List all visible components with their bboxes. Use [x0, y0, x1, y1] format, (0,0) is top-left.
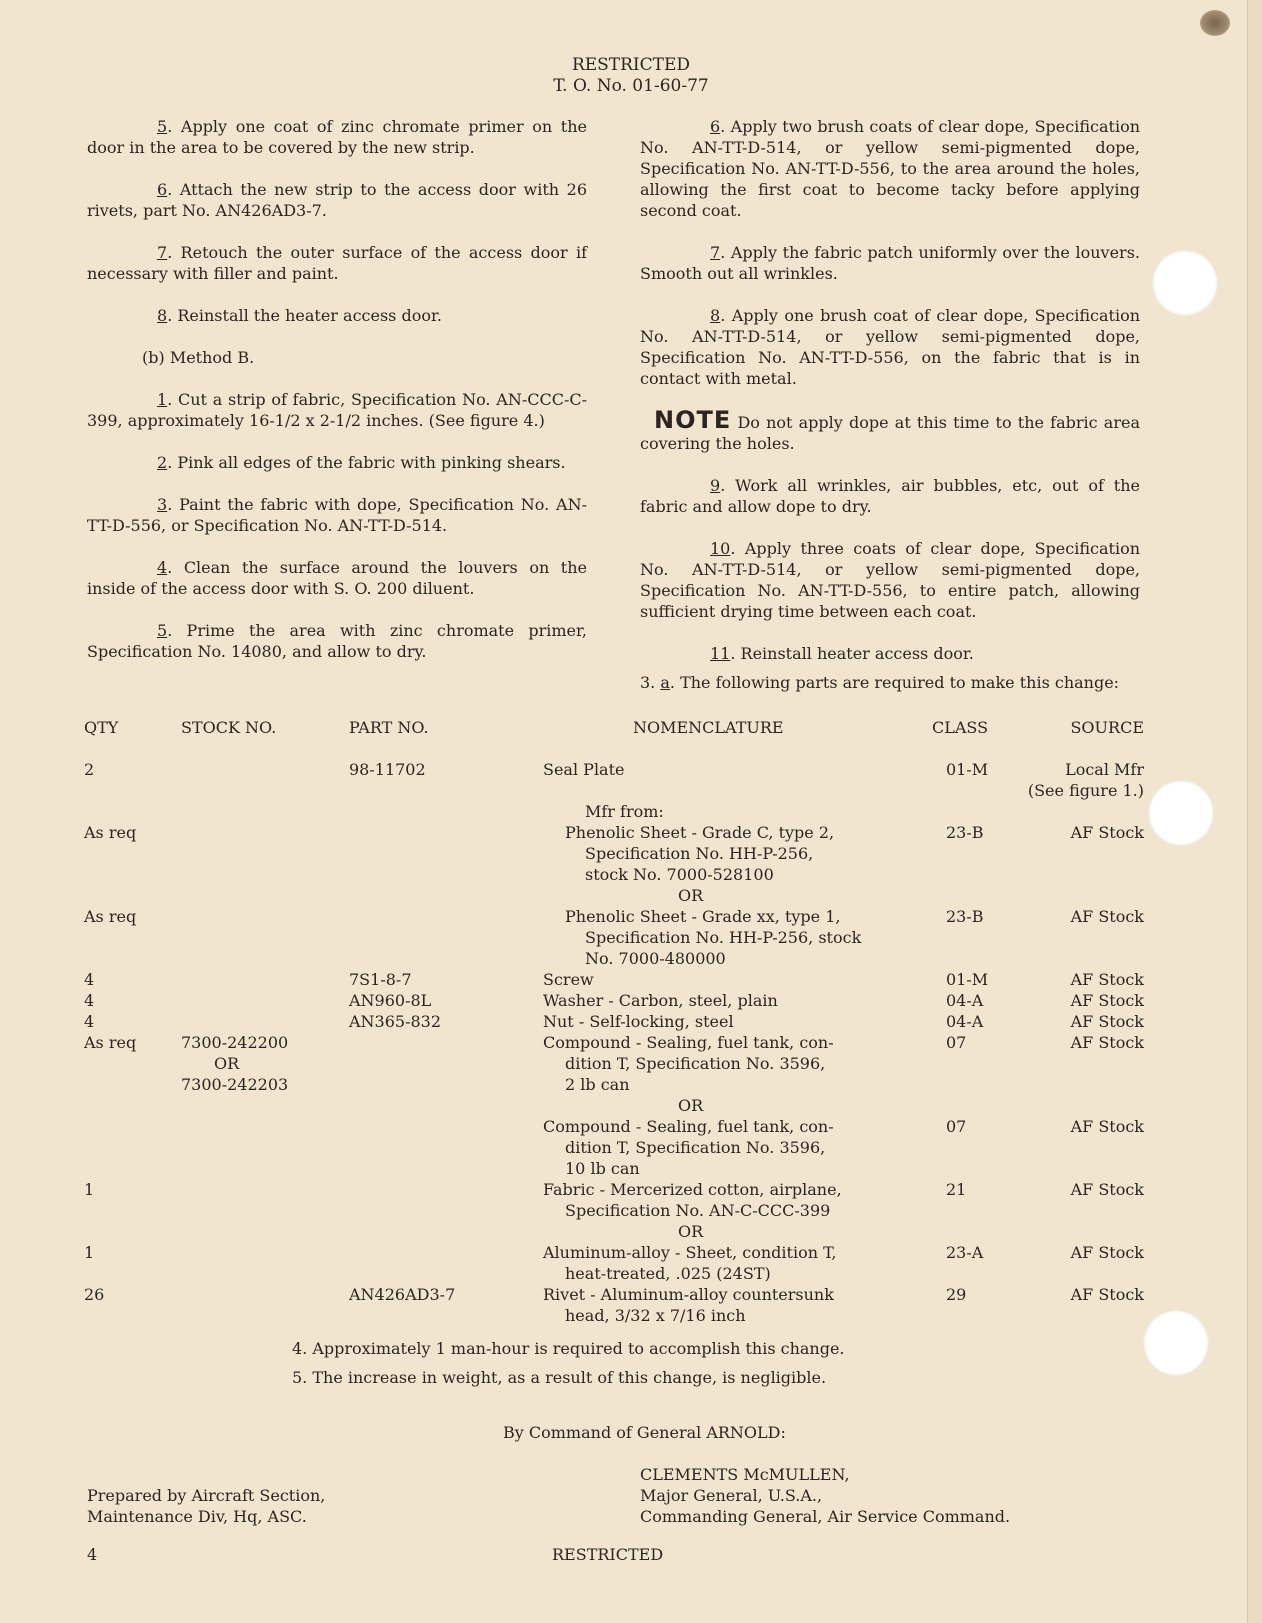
cell-nom: OR	[678, 1096, 704, 1115]
step-text: . Attach the new strip to the access door with 26 rivets, part No. AN426AD3-7.	[87, 180, 587, 220]
cell-source: AF Stock	[1070, 907, 1144, 926]
cell-class: 23-B	[946, 907, 984, 926]
cell-class: 04-A	[946, 1012, 984, 1031]
step-text: . Apply one brush coat of clear dope, Specification No. AN-TT-D-514, or yellow semi-pigmented dope, Specification No. AN-TT-D-556, on the fabric that is in contact with metal.	[640, 306, 1140, 388]
prepared-by-block	[87, 1485, 325, 1527]
cell-qty: 4	[84, 991, 95, 1010]
step-number: 7	[157, 243, 168, 262]
column-header-stock: STOCK NO.	[181, 718, 277, 737]
cell-nom: Seal Plate	[543, 760, 625, 779]
cell-source: AF Stock	[1070, 1243, 1144, 1262]
step-paragraph	[640, 538, 1140, 622]
cell-source: Local Mfr	[1065, 760, 1144, 779]
step-text: . Apply the fabric patch uniformly over the louvers. Smooth out all wrinkles.	[640, 243, 1140, 283]
punch-hole-2	[1148, 780, 1214, 846]
cell-nom: 2 lb can	[565, 1075, 630, 1094]
cell-part: 7S1-8-7	[349, 970, 412, 989]
cell-class: 29	[946, 1285, 967, 1304]
cell-nom: Specification No. AN-C-CCC-399	[565, 1201, 831, 1220]
step-text: (b) Method B.	[142, 348, 255, 367]
cell-class: 07	[946, 1033, 967, 1052]
para-3-letter: a	[660, 673, 670, 692]
header-restricted: RESTRICTED	[571, 55, 691, 75]
page-number: 4	[87, 1545, 98, 1564]
column-header-nom: NOMENCLATURE	[633, 718, 784, 737]
note-text: Do not apply dope at this time to the fabric area covering the holes.	[640, 413, 1140, 453]
cell-class: 01-M	[946, 970, 989, 989]
cell-nom: Mfr from:	[585, 802, 664, 821]
column-header-part: PART NO.	[349, 718, 429, 737]
cell-nom: Aluminum-alloy - Sheet, condition T,	[543, 1243, 837, 1262]
cell-qty: 4	[84, 1012, 95, 1031]
column-header-qty: QTY	[84, 718, 119, 737]
page-edge	[1247, 0, 1262, 1623]
step-text: . Apply one coat of zinc chromate primer on the door in the area to be covered by the new strip.	[87, 117, 587, 157]
cell-nom: Compound - Sealing, fuel tank, con-	[543, 1117, 834, 1136]
step-number: 6	[710, 117, 721, 136]
cell-source: AF Stock	[1070, 823, 1144, 842]
cell-nom: Washer - Carbon, steel, plain	[543, 991, 778, 1010]
step-text: . Pink all edges of the fabric with pinking shears.	[167, 453, 566, 472]
step-text: . Cut a strip of fabric, Specification No. AN-CCC-C-399, approximately 16-1/2 x 2-1/2 inches. (See figure 4.)	[87, 390, 587, 430]
cell-nom: heat-treated, .025 (24ST)	[565, 1264, 771, 1283]
cell-nom: Fabric - Mercerized cotton, airplane,	[543, 1180, 842, 1199]
para-3-text: . The following parts are required to make this change:	[669, 673, 1120, 692]
step-paragraph	[87, 179, 587, 221]
cell-nom: No. 7000-480000	[585, 949, 726, 968]
para-3-prefix: 3.	[640, 673, 661, 692]
cell-nom: Rivet - Aluminum-alloy countersunk	[543, 1285, 834, 1304]
signature-block	[640, 1464, 1010, 1527]
cell-nom: stock No. 7000-528100	[585, 865, 774, 884]
left-column	[87, 116, 587, 683]
cell-nom: Screw	[543, 970, 594, 989]
step-number: 8	[157, 306, 168, 325]
cell-nom: OR	[678, 886, 704, 905]
punch-hole-1	[1152, 250, 1218, 316]
cell-source: AF Stock	[1070, 991, 1144, 1010]
para-3	[640, 672, 1140, 693]
stain-mark	[1200, 10, 1230, 36]
step-paragraph	[87, 494, 587, 536]
header-to-number: T. O. No. 01-60-77	[553, 76, 709, 96]
note-label: NOTE	[654, 406, 732, 434]
step-number: 6	[157, 180, 168, 199]
cell-source: AF Stock	[1070, 1117, 1144, 1136]
cell-nom: Nut - Self-locking, steel	[543, 1012, 734, 1031]
footer-restricted: RESTRICTED	[552, 1545, 664, 1564]
step-number: 10	[710, 539, 731, 558]
cell-class: 23-A	[946, 1243, 984, 1262]
cell-source: AF Stock	[1070, 970, 1144, 989]
step-number: 9	[710, 476, 721, 495]
cell-qty: 1	[84, 1243, 95, 1262]
cell-nom: Specification No. HH-P-256,	[585, 844, 814, 863]
step-text: . Clean the surface around the louvers on the inside of the access door with S. O. 200 diluent.	[87, 558, 587, 598]
step-paragraph	[87, 389, 587, 431]
step-paragraph	[87, 347, 587, 368]
step-paragraph	[640, 242, 1140, 284]
cell-qty: 26	[84, 1285, 105, 1304]
column-header-source: SOURCE	[1070, 718, 1144, 737]
cell-stock: OR	[214, 1054, 240, 1073]
cell-class: 21	[946, 1180, 967, 1199]
cell-nom: 10 lb can	[565, 1159, 640, 1178]
cell-part: AN426AD3-7	[349, 1285, 456, 1304]
step-paragraph	[87, 620, 587, 662]
cell-nom: dition T, Specification No. 3596,	[565, 1138, 826, 1157]
prepared-by-line-1: Prepared by Aircraft Section,	[87, 1486, 326, 1505]
step-paragraph	[640, 116, 1140, 221]
step-text: . Apply three coats of clear dope, Specification No. AN-TT-D-514, or yellow semi-pigmented dope, Specification No. AN-TT-D-556, to entire patch, allowing sufficient drying time between each coat.	[640, 539, 1140, 621]
step-paragraph	[87, 557, 587, 599]
signature-name: CLEMENTS McMULLEN,	[640, 1465, 850, 1484]
step-text: . Retouch the outer surface of the access door if necessary with filler and paint.	[87, 243, 587, 283]
signature-rank: Major General, U.S.A.,	[640, 1486, 823, 1505]
step-number: 4	[157, 558, 168, 577]
step-paragraph	[87, 452, 587, 473]
cell-part: 98-11702	[349, 760, 426, 779]
cell-nom: Phenolic Sheet - Grade xx, type 1,	[565, 907, 841, 926]
cell-nom: head, 3/32 x 7/16 inch	[565, 1306, 746, 1325]
cell-qty: As req	[84, 907, 137, 926]
step-text: . Apply two brush coats of clear dope, Specification No. AN-TT-D-514, or yellow semi-pigmented dope, Specification No. AN-TT-D-556, to the area around the holes, allowing the first coat to become tacky before applying second coat.	[640, 117, 1140, 220]
cell-nom: dition T, Specification No. 3596,	[565, 1054, 826, 1073]
cell-nom: OR	[678, 1222, 704, 1241]
cell-stock: 7300-242200	[181, 1033, 289, 1052]
step-paragraph	[87, 305, 587, 326]
para-5: 5. The increase in weight, as a result of this change, is negligible.	[292, 1368, 827, 1387]
cell-qty: 4	[84, 970, 95, 989]
command-line: By Command of General ARNOLD:	[503, 1423, 786, 1442]
step-number: 7	[710, 243, 721, 262]
step-text: . Prime the area with zinc chromate primer, Specification No. 14080, and allow to dry.	[87, 621, 587, 661]
prepared-by-line-2: Maintenance Div, Hq, ASC.	[87, 1507, 307, 1526]
cell-source: AF Stock	[1070, 1012, 1144, 1031]
cell-nom: Specification No. HH-P-256, stock	[585, 928, 862, 947]
step-paragraph	[640, 305, 1140, 389]
para-4: 4. Approximately 1 man-hour is required to accomplish this change.	[292, 1339, 845, 1358]
cell-source: (See figure 1.)	[1027, 781, 1144, 800]
step-number: 11	[710, 644, 731, 663]
cell-nom: Compound - Sealing, fuel tank, con-	[543, 1033, 834, 1052]
step-number: 8	[710, 306, 721, 325]
step-number: 5	[157, 621, 168, 640]
cell-source: AF Stock	[1070, 1180, 1144, 1199]
step-number: 5	[157, 117, 168, 136]
punch-hole-3	[1143, 1310, 1209, 1376]
step-paragraph	[87, 242, 587, 284]
cell-qty: As req	[84, 823, 137, 842]
step-text: . Reinstall heater access door.	[730, 644, 974, 663]
cell-class: 01-M	[946, 760, 989, 779]
cell-qty: As req	[84, 1033, 137, 1052]
column-header-class: CLASS	[932, 718, 989, 737]
step-paragraph	[640, 475, 1140, 517]
cell-part: AN365-832	[349, 1012, 442, 1031]
step-paragraph	[87, 116, 587, 158]
step-text: . Work all wrinkles, air bubbles, etc, out of the fabric and allow dope to dry.	[640, 476, 1140, 516]
right-column	[640, 116, 1140, 714]
cell-source: AF Stock	[1070, 1033, 1144, 1052]
step-text: . Reinstall the heater access door.	[167, 306, 442, 325]
step-number: 3	[157, 495, 168, 514]
step-paragraph	[640, 643, 1140, 664]
cell-stock: 7300-242203	[181, 1075, 289, 1094]
cell-part: AN960-8L	[349, 991, 432, 1010]
step-text: . Paint the fabric with dope, Specification No. AN-TT-D-556, or Specification No. AN-TT-D-514.	[87, 495, 587, 535]
cell-class: 07	[946, 1117, 967, 1136]
step-number: 1	[157, 390, 168, 409]
cell-source: AF Stock	[1070, 1285, 1144, 1304]
cell-nom: Phenolic Sheet - Grade C, type 2,	[565, 823, 835, 842]
cell-class: 04-A	[946, 991, 984, 1010]
signature-title: Commanding General, Air Service Command.	[640, 1507, 1011, 1526]
note-paragraph	[640, 406, 1140, 454]
cell-class: 23-B	[946, 823, 984, 842]
step-number: 2	[157, 453, 168, 472]
cell-qty: 1	[84, 1180, 95, 1199]
cell-qty: 2	[84, 760, 95, 779]
